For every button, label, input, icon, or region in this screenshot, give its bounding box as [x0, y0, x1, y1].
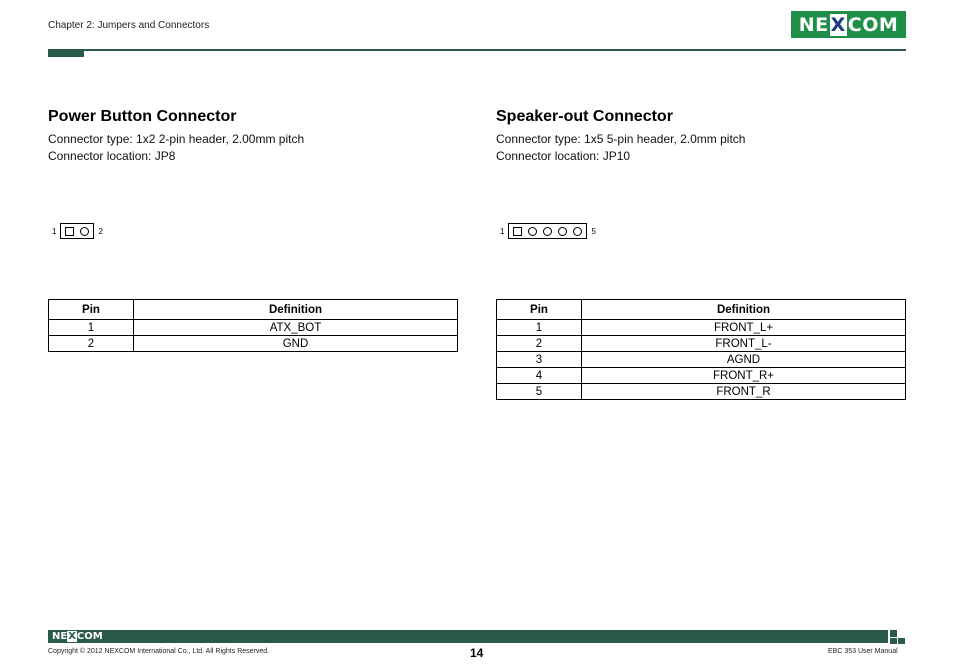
footer-nexcom-logo [52, 630, 103, 643]
cell-pin: 3 [497, 352, 582, 368]
section-title: Speaker-out Connector [496, 108, 673, 125]
logo-text-x: X [830, 13, 846, 36]
logo-text-x: X [68, 631, 76, 642]
cell-pin: 2 [497, 336, 582, 352]
page-number: 14 [470, 646, 484, 660]
manual-title: EBC 353 User Manual [828, 648, 898, 655]
header-accent-block [48, 49, 84, 57]
pin-label-first: 1 [52, 226, 57, 236]
footer-bar [48, 630, 888, 643]
square-pin-icon [513, 227, 522, 236]
header-definition: Definition [134, 300, 458, 320]
table-row [497, 368, 906, 384]
table-row [497, 384, 906, 400]
jp10-pin-diagram [496, 223, 600, 239]
pin-header [60, 223, 94, 239]
jp8-pin-diagram [48, 223, 107, 239]
header-pin: Pin [497, 300, 582, 320]
table-row [497, 352, 906, 368]
cell-definition: FRONT_L+ [582, 320, 906, 336]
nexcom-logo [791, 11, 906, 38]
table-row [49, 336, 458, 352]
square-pin-icon [65, 227, 74, 236]
pin-label-last: 5 [591, 226, 596, 236]
table-header-row [497, 300, 906, 320]
round-pin-icon [543, 227, 552, 236]
cell-definition: FRONT_R+ [582, 368, 906, 384]
table-row [497, 336, 906, 352]
logo-text-post: COM [847, 13, 899, 36]
round-pin-icon [528, 227, 537, 236]
footer-square-icon [890, 630, 897, 637]
cell-pin: 1 [49, 320, 134, 336]
cell-definition: AGND [582, 352, 906, 368]
header-rule [84, 49, 906, 51]
power-button-section [48, 108, 458, 165]
round-pin-icon [80, 227, 89, 236]
chapter-title: Chapter 2: Jumpers and Connectors [48, 20, 210, 31]
jp10-pin-table [496, 299, 906, 400]
cell-pin: 1 [497, 320, 582, 336]
cell-definition: ATX_BOT [134, 320, 458, 336]
pin-header [508, 223, 587, 239]
speaker-out-section [496, 108, 906, 165]
header-pin: Pin [49, 300, 134, 320]
cell-pin: 5 [497, 384, 582, 400]
table-header-row [49, 300, 458, 320]
copyright-text: Copyright © 2012 NEXCOM International Co., Ltd. All Rights Reserved. [48, 648, 270, 655]
section-title: Power Button Connector [48, 108, 237, 125]
pin-label-last: 2 [98, 226, 103, 236]
connector-type: Connector type: 1x2 2-pin header, 2.00mm pitch [48, 132, 305, 146]
logo-text-pre: NE [52, 631, 68, 642]
pin-label-first: 1 [500, 226, 505, 236]
round-pin-icon [573, 227, 582, 236]
logo-text-post: COM [76, 631, 103, 642]
cell-pin: 4 [497, 368, 582, 384]
logo-text-pre: NE [798, 13, 829, 36]
header-definition: Definition [582, 300, 906, 320]
cell-pin: 2 [49, 336, 134, 352]
table-row [497, 320, 906, 336]
connector-location: Connector location: JP10 [496, 149, 631, 163]
round-pin-icon [558, 227, 567, 236]
connector-type: Connector type: 1x5 5-pin header, 2.0mm pitch [496, 132, 746, 146]
cell-definition: GND [134, 336, 458, 352]
table-row [49, 320, 458, 336]
cell-definition: FRONT_L- [582, 336, 906, 352]
connector-location: Connector location: JP8 [48, 149, 176, 163]
footer-square-icon [898, 638, 905, 644]
footer-square-icon [890, 638, 897, 644]
jp8-pin-table [48, 299, 458, 352]
cell-definition: FRONT_R [582, 384, 906, 400]
